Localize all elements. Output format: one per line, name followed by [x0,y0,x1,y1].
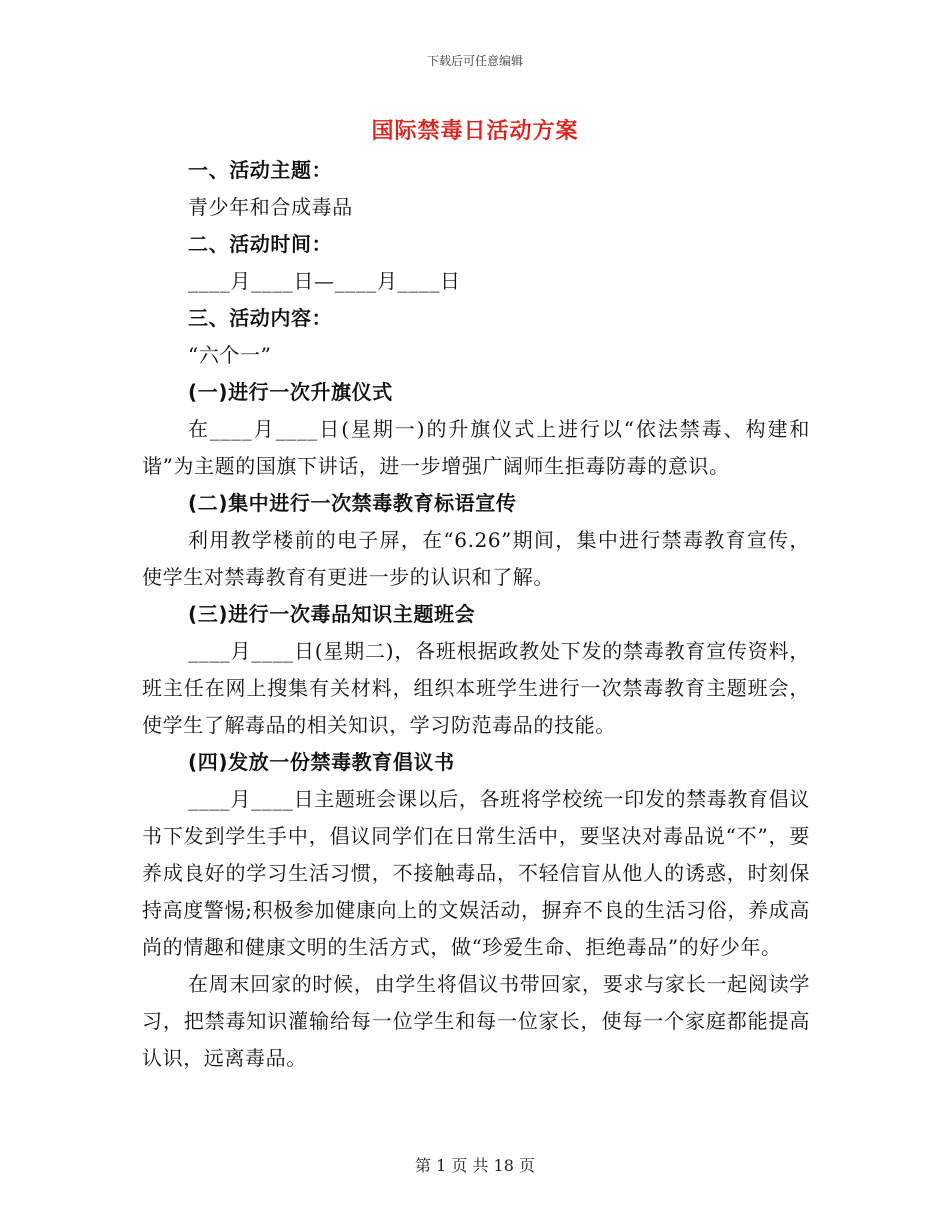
subsection-text-2: 利用教学楼前的电子屏，在“6.26”期间，集中进行禁毒教育宣传，使学生对禁毒教育有更进一步的认识和了解。 [142,528,810,589]
subsection-heading-1: (一)进行一次升旗仪式 [188,380,393,404]
subsection-text-1: 在____月____日(星期一)的升旗仪式上进行以“依法禁毒、构建和谐”为主题的国旗下讲话，进一步增强广阔师生拒毒防毒的意识。 [142,417,810,478]
subsection-heading-4: (四)发放一份禁毒教育倡议书 [188,750,455,774]
header-note: 下载后可任意编辑 [426,54,523,68]
section-heading-theme: 一、活动主题： [188,158,333,182]
section-text-content: “六个一” [188,343,272,367]
subsection-text-4: ____月____日主题班会课以后，各班将学校统一印发的禁毒教育倡议书下发到学生手中，倡议同学们在日常生活中，要坚决对毒品说“不”，要养成良好的学习生活习惯，不接触毒品，不轻信盲从他人的诱惑，时刻保持高度警惕;积极参加健康向上的文娱活动，摒弃不良的生活习俗，养成高尚的情趣和健康文明的生活方式，做“珍爱生命、拒绝毒品”的好少年。 [142,787,810,959]
section-heading-content: 三、活动内容： [188,306,333,330]
subsection-heading-2: (二)集中进行一次禁毒教育标语宣传 [188,491,517,515]
document-body [142,152,810,1077]
subsection-heading-3: (三)进行一次毒品知识主题班会 [188,602,476,626]
section-text-theme: 青少年和合成毒品 [188,195,353,219]
section-heading-time: 二、活动时间： [188,232,333,256]
closing-paragraph: 在周末回家的时候，由学生将倡议书带回家，要求与家长一起阅读学习，把禁毒知识灌输给每一位学生和每一位家长，使每一个家庭都能提高认识，远离毒品。 [142,972,810,1070]
page-footer: 第 1 页 共 18 页 [415,1156,535,1175]
document-title: 国际禁毒日活动方案 [371,119,579,144]
subsection-text-3: ____月____日(星期二)，各班根据政教处下发的禁毒教育宣传资料，班主任在网上搜集有关材料，组织本班学生进行一次禁毒教育主题班会，使学生了解毒品的相关知识，学习防范毒品的技能。 [142,639,810,737]
section-text-time: ____月____日—____月____日 [188,269,461,293]
